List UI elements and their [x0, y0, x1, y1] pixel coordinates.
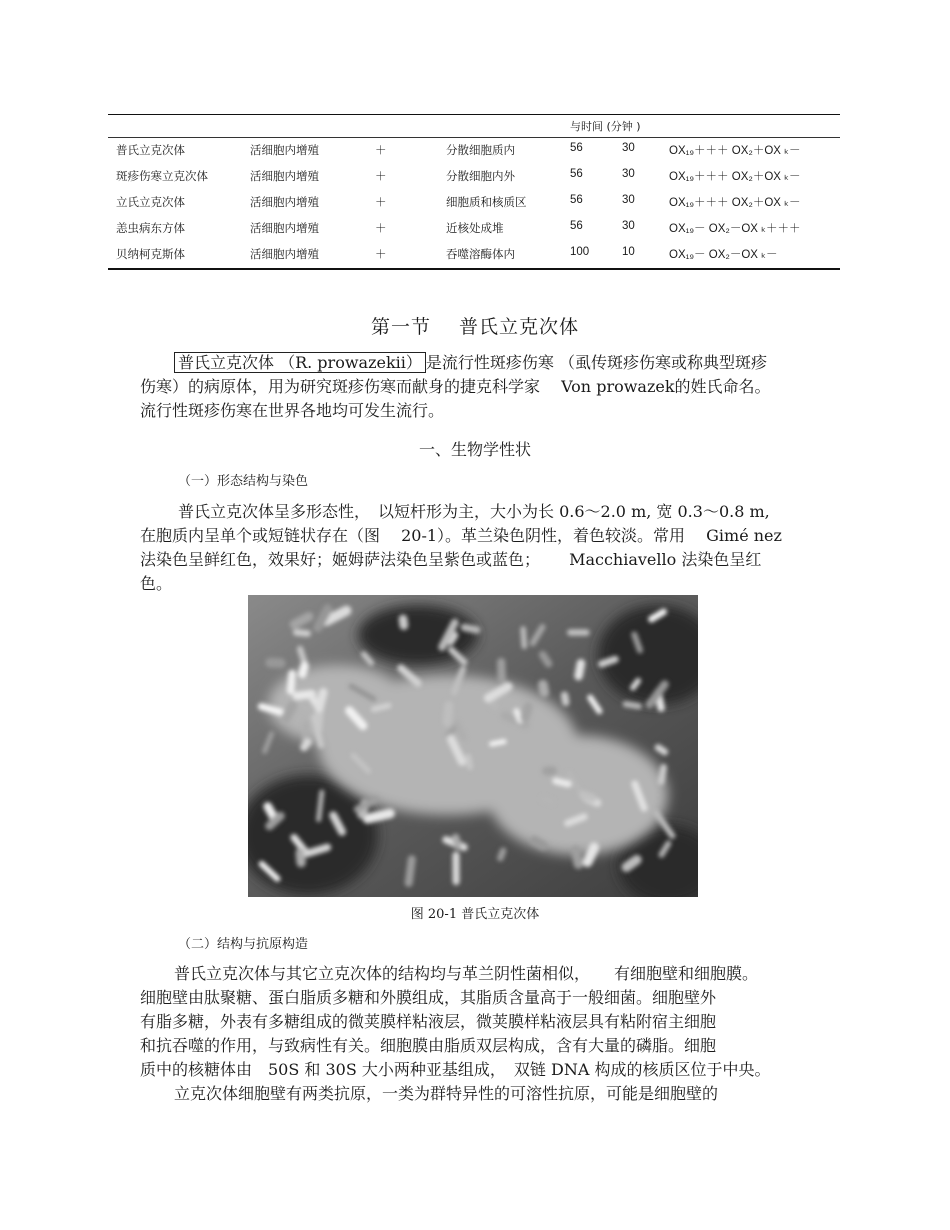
rod-cell	[497, 658, 506, 685]
growth-mode: 活细胞内增殖	[250, 143, 319, 157]
growth-mode: 活细胞内增殖	[250, 195, 319, 209]
section-title	[0, 312, 950, 339]
rod-cell	[567, 629, 590, 635]
morph-line-4: 色。	[140, 574, 173, 593]
intro-line-1: 是流行性斑疹伤寒 （虱传斑疹伤寒或称典型斑疹	[425, 353, 767, 372]
species-name: 普氏立克次体	[116, 143, 185, 157]
boxed-term: 普氏立克次体 （R. prowazekii）	[174, 352, 426, 373]
location-cell: 吞噬溶酶体内	[446, 247, 515, 261]
section-name: 普氏立克次体	[459, 316, 580, 338]
struct-line-5: 质中的核糖体由 50S 和 30S 大小两种亚基组成， 双链 DNA 构成的核质区位于中央。	[140, 1060, 771, 1079]
location-cell: 近核处成堆	[446, 221, 504, 235]
section-number: 第一节	[370, 316, 431, 338]
growth-mode: 活细胞内增殖	[250, 169, 319, 183]
sign-cell: ＋	[375, 247, 387, 261]
table-row	[0, 168, 950, 188]
rod-cell	[265, 657, 286, 668]
subheading-structure: （二）结构与抗原构造	[178, 937, 309, 952]
struct-line-2: 细胞壁由肽聚糖、蛋白脂质多糖和外膜组成，其脂质含量高于一般细菌。细胞壁外	[140, 988, 717, 1007]
morphology-paragraph	[140, 500, 830, 596]
location-cell: 分散细胞内外	[446, 169, 515, 183]
table-header-rule	[108, 137, 840, 138]
species-name: 斑疹伤寒立克次体	[116, 169, 208, 183]
growth-mode: 活细胞内增殖	[250, 221, 319, 235]
temp-cell: 56	[570, 194, 583, 206]
table-header-time: 与时间 (分钟 )	[570, 120, 641, 133]
table-row	[0, 142, 950, 162]
table-row	[0, 246, 950, 266]
species-name: 恙虫病东方体	[116, 221, 185, 235]
weil-felix-cell: OX₁₉＋＋＋ OX₂＋OX ₖ－	[669, 145, 801, 157]
sign-cell: ＋	[375, 143, 387, 157]
temp-cell: 56	[570, 142, 583, 154]
heading-biology: 一、生物学性状	[418, 440, 531, 459]
table-row	[0, 220, 950, 240]
species-name: 立氏立克次体	[116, 195, 185, 209]
weil-felix-cell: OX₁₉＋＋＋ OX₂＋OX ₖ－	[669, 197, 801, 209]
intro-paragraph	[140, 351, 830, 423]
weil-felix-cell: OX₁₉－ OX₂－OX ₖ－	[669, 249, 778, 261]
morph-line-2: 在胞质内呈单个或短链状存在（图 20-1）。革兰染色阴性，着色较淡。常用 Gimé nez	[140, 526, 782, 545]
table-row	[0, 194, 950, 214]
location-cell: 分散细胞质内	[446, 143, 515, 157]
time-cell: 10	[622, 246, 635, 258]
time-cell: 30	[622, 142, 635, 154]
sign-cell: ＋	[375, 169, 387, 183]
morph-line-3: 法染色呈鲜红色，效果好；姬姆萨法染色呈紫色或蓝色； Macchiavello 法染色呈红	[140, 550, 762, 569]
rod-cell	[542, 766, 557, 775]
time-cell: 30	[622, 220, 635, 232]
table-bottom-rule	[108, 268, 840, 270]
struct-line-4: 和抗吞噬的作用，与致病性有关。细胞膜由脂质双层构成，含有大量的磷脂。细胞	[140, 1036, 717, 1055]
table-top-rule	[108, 114, 840, 115]
structure-paragraph	[140, 962, 830, 1106]
weil-felix-cell: OX₁₉－ OX₂－OX ₖ＋＋＋	[669, 223, 801, 235]
intro-line-3: 流行性斑疹伤寒在世界各地均可发生流行。	[140, 401, 445, 420]
struct-line-1: 普氏立克次体与其它立克次体的结构均与革兰阴性菌相似， 有细胞壁和细胞膜。	[174, 964, 759, 983]
micrograph-svg	[248, 595, 698, 897]
struct-line-3: 有脂多糖，外表有多糖组成的微荚膜样粘液层，微荚膜样粘液层具有粘附宿主细胞	[140, 1012, 717, 1031]
intro-line-2: 伤寒）的病原体，用为研究斑疹伤寒而献身的捷克科学家 Von prowazek的姓氏命名。	[140, 377, 771, 396]
growth-mode: 活细胞内增殖	[250, 247, 319, 261]
time-cell: 30	[622, 168, 635, 180]
figure-caption: 图 20-1 普氏立克次体	[410, 907, 540, 922]
species-name: 贝纳柯克斯体	[116, 247, 185, 261]
sign-cell: ＋	[375, 221, 387, 235]
sign-cell: ＋	[375, 195, 387, 209]
temp-cell: 100	[570, 246, 590, 258]
temp-cell: 56	[570, 168, 583, 180]
subheading-morphology: （一）形态结构与染色	[178, 474, 309, 489]
morph-line-1: 普氏立克次体呈多形态性， 以短杆形为主，大小为长 0.6～2.0 m, 宽 0.3～0.8 m,	[178, 502, 770, 521]
micrograph-image	[248, 595, 698, 897]
rod-cell	[452, 852, 459, 886]
weil-felix-cell: OX₁₉＋＋＋ OX₂＋OX ₖ－	[669, 171, 801, 183]
time-cell: 30	[622, 194, 635, 206]
temp-cell: 56	[570, 220, 583, 232]
struct-line-6: 立克次体细胞壁有两类抗原，一类为群特异性的可溶性抗原，可能是细胞壁的	[174, 1084, 719, 1103]
location-cell: 细胞质和核质区	[446, 195, 527, 209]
